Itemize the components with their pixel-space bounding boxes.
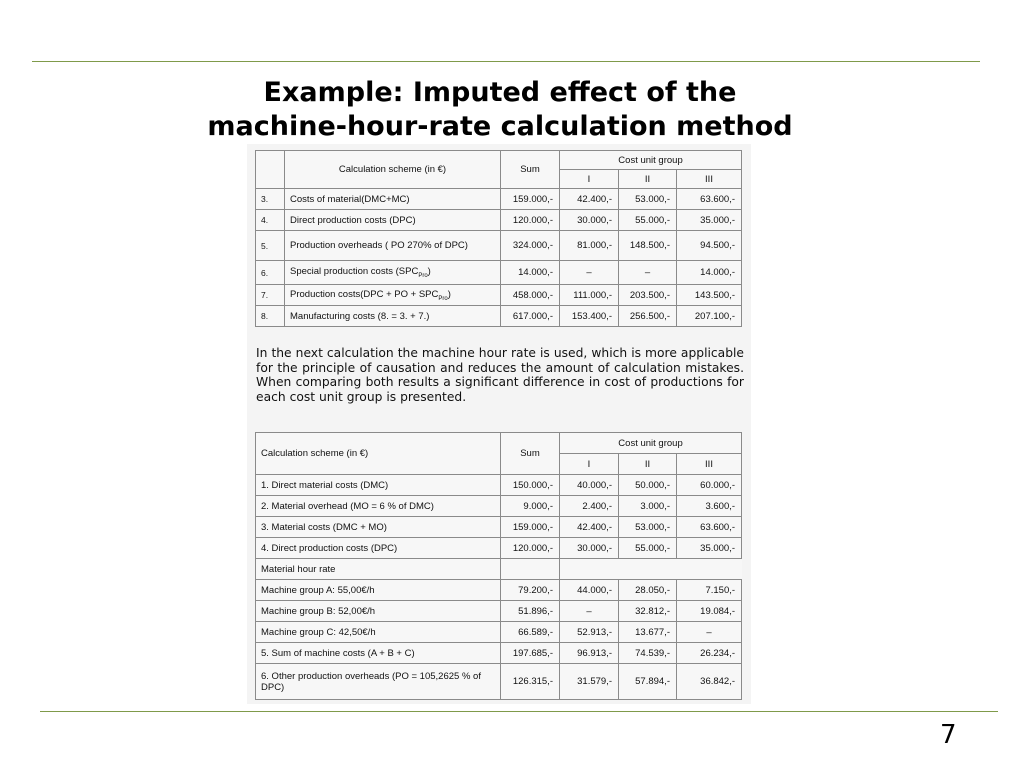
sum-cell: 617.000,-	[501, 306, 560, 327]
group-header-1: I	[560, 170, 619, 189]
sum-cell: 150.000,-	[501, 475, 560, 496]
group-header-3: III	[677, 170, 742, 189]
table-row	[256, 210, 742, 231]
title-line-1: Example: Imputed effect of the	[263, 77, 737, 108]
table-row	[256, 517, 742, 538]
group-1-cell: 31.579,-	[560, 664, 619, 700]
bottom-divider	[40, 711, 998, 712]
group-2-cell: 203.500,-	[619, 285, 677, 306]
calculation-table-2	[255, 432, 742, 700]
table-row	[256, 580, 742, 601]
group-1-cell: 153.400,-	[560, 306, 619, 327]
label-subscript: Pro	[438, 295, 448, 302]
group-1-cell: 96.913,-	[560, 643, 619, 664]
sum-header: Sum	[501, 151, 560, 189]
content-image	[247, 144, 751, 704]
table-row	[256, 559, 742, 580]
group-2-cell: 53.000,-	[619, 189, 677, 210]
group-3-cell: 36.842,-	[677, 664, 742, 700]
row-label: 2. Material overhead (MO = 6 % of DMC)	[256, 496, 501, 517]
group-3-cell: 143.500,-	[677, 285, 742, 306]
group-2-cell: 74.539,-	[619, 643, 677, 664]
group-2-cell: 28.050,-	[619, 580, 677, 601]
row-label: 1. Direct material costs (DMC)	[256, 475, 501, 496]
table-row	[256, 475, 742, 496]
label-subscript: Pro	[418, 272, 428, 279]
table-row	[256, 643, 742, 664]
group-header-1: I	[560, 454, 619, 475]
group-1-cell: 81.000,-	[560, 231, 619, 261]
row-index: 3.	[256, 189, 285, 210]
group-2-cell: 53.000,-	[619, 517, 677, 538]
row-label: 4. Direct production costs (DPC)	[256, 538, 501, 559]
group-3-cell: 94.500,-	[677, 231, 742, 261]
table-row	[256, 231, 742, 261]
slide-number: 7	[940, 720, 957, 750]
sum-cell: 14.000,-	[501, 261, 560, 285]
row-label: Machine group B: 52,00€/h	[256, 601, 501, 622]
sum-cell: 120.000,-	[501, 210, 560, 231]
row-label: 5. Sum of machine costs (A + B + C)	[256, 643, 501, 664]
group-2-cell: 3.000,-	[619, 496, 677, 517]
group-3-cell: 63.600,-	[677, 517, 742, 538]
sum-cell: 9.000,-	[501, 496, 560, 517]
top-divider	[32, 61, 980, 62]
group-3-cell: 14.000,-	[677, 261, 742, 285]
group-3-cell: –	[677, 622, 742, 643]
label-text: Special production costs (SPC	[290, 266, 419, 278]
scheme-header: Calculation scheme (in €)	[285, 151, 501, 189]
table-row	[256, 622, 742, 643]
group-3-cell: 7.150,-	[677, 580, 742, 601]
group-1-cell: 40.000,-	[560, 475, 619, 496]
table-row	[256, 306, 742, 327]
group-2-cell: 55.000,-	[619, 210, 677, 231]
table-row	[256, 285, 742, 306]
group-3-cell: 60.000,-	[677, 475, 742, 496]
group-3-cell: 26.234,-	[677, 643, 742, 664]
group-1-cell: 30.000,-	[560, 210, 619, 231]
row-label: Machine group C: 42,50€/h	[256, 622, 501, 643]
sum-cell: 324.000,-	[501, 231, 560, 261]
group-2-cell: 50.000,-	[619, 475, 677, 496]
index-header-cell	[256, 151, 285, 189]
group-1-cell: 42.400,-	[560, 189, 619, 210]
row-label: 6. Other production overheads (PO = 105,2625 % of DPC)	[256, 664, 501, 700]
group-3-cell: 19.084,-	[677, 601, 742, 622]
row-index: 7.	[256, 285, 285, 306]
group-header-3: III	[677, 454, 742, 475]
calculation-table-1	[255, 150, 742, 327]
table-row	[256, 261, 742, 285]
explanation-paragraph: In the next calculation the machine hour rate is used, which is more applicable for the principle of causation and reduces the amount of calculation mistakes. When comparing both results a significant difference in cost of productions for each cost unit group is presented.	[256, 346, 744, 404]
row-index: 4.	[256, 210, 285, 231]
cost-unit-group-header: Cost unit group	[560, 151, 742, 170]
group-2-cell: 32.812,-	[619, 601, 677, 622]
sum-cell: 197.685,-	[501, 643, 560, 664]
group-1-cell: 2.400,-	[560, 496, 619, 517]
row-label	[285, 285, 501, 306]
sum-cell: 79.200,-	[501, 580, 560, 601]
row-label: 3. Material costs (DMC + MO)	[256, 517, 501, 538]
row-label: Production overheads ( PO 270% of DPC)	[285, 231, 501, 261]
row-label: Machine group A: 55,00€/h	[256, 580, 501, 601]
group-1-cell: 42.400,-	[560, 517, 619, 538]
scheme-header: Calculation scheme (in €)	[256, 433, 501, 475]
slide-title	[180, 76, 820, 144]
table-row	[256, 601, 742, 622]
group-3-cell: 3.600,-	[677, 496, 742, 517]
group-1-cell: 52.913,-	[560, 622, 619, 643]
empty-group-cell	[560, 559, 742, 580]
row-index: 5.	[256, 231, 285, 261]
table-row	[256, 496, 742, 517]
sum-cell: 159.000,-	[501, 517, 560, 538]
group-1-cell: 111.000,-	[560, 285, 619, 306]
row-label	[285, 261, 501, 285]
sum-cell: 159.000,-	[501, 189, 560, 210]
sum-cell: 458.000,-	[501, 285, 560, 306]
group-2-cell: 57.894,-	[619, 664, 677, 700]
title-line-2: machine-hour-rate calculation method	[207, 111, 793, 142]
group-1-cell: 44.000,-	[560, 580, 619, 601]
table-row	[256, 664, 742, 700]
sum-cell: 120.000,-	[501, 538, 560, 559]
group-3-cell: 63.600,-	[677, 189, 742, 210]
row-label: Manufacturing costs (8. = 3. + 7.)	[285, 306, 501, 327]
label-text: Production costs(DPC + PO + SPC	[290, 288, 439, 300]
group-3-cell: 35.000,-	[677, 538, 742, 559]
row-label: Material hour rate	[256, 559, 501, 580]
group-2-cell: 256.500,-	[619, 306, 677, 327]
label-end: )	[427, 266, 431, 278]
label-end: )	[447, 288, 451, 300]
row-label: Costs of material(DMC+MC)	[285, 189, 501, 210]
group-3-cell: 207.100,-	[677, 306, 742, 327]
group-1-cell: 30.000,-	[560, 538, 619, 559]
row-index: 8.	[256, 306, 285, 327]
sum-cell: 66.589,-	[501, 622, 560, 643]
group-2-cell: 148.500,-	[619, 231, 677, 261]
table-row	[256, 189, 742, 210]
group-2-cell: 13.677,-	[619, 622, 677, 643]
group-2-cell: –	[619, 261, 677, 285]
group-header-2: II	[619, 170, 677, 189]
group-header-2: II	[619, 454, 677, 475]
group-3-cell: 35.000,-	[677, 210, 742, 231]
sum-cell: 51.896,-	[501, 601, 560, 622]
group-1-cell: –	[560, 601, 619, 622]
group-2-cell: 55.000,-	[619, 538, 677, 559]
table-row	[256, 538, 742, 559]
sum-cell	[501, 559, 560, 580]
group-1-cell: –	[560, 261, 619, 285]
row-label: Direct production costs (DPC)	[285, 210, 501, 231]
row-index: 6.	[256, 261, 285, 285]
sum-cell: 126.315,-	[501, 664, 560, 700]
sum-header: Sum	[501, 433, 560, 475]
cost-unit-group-header: Cost unit group	[560, 433, 742, 454]
